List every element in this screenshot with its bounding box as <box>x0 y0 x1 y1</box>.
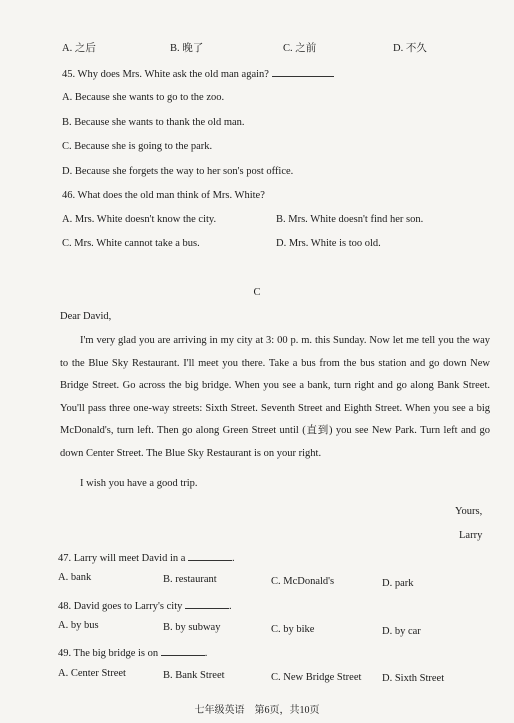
q46-stem: 46. What does the old man think of Mrs. White? <box>62 190 265 201</box>
q45-answer-blank[interactable] <box>272 66 334 77</box>
q49-option-a[interactable]: A. Center Street <box>58 668 126 679</box>
q46-option-a[interactable]: A. Mrs. White doesn't know the city. <box>62 214 217 225</box>
q44-option-c[interactable]: C. 之前 <box>283 43 317 54</box>
q44-option-a[interactable]: A. 之后 <box>62 43 96 54</box>
q48-question: 48. David goes to Larry's city . <box>58 598 232 612</box>
letter-closing: Yours, <box>455 506 483 517</box>
q48-option-c[interactable]: C. by bike <box>271 624 315 635</box>
q47-option-a[interactable]: A. bank <box>58 572 92 583</box>
q48-option-a[interactable]: A. by bus <box>58 620 99 631</box>
q49-stem: 49. The big bridge is on <box>58 648 161 659</box>
section-c-heading: C <box>253 287 261 298</box>
q46-option-d[interactable]: D. Mrs. White is too old. <box>276 238 381 249</box>
q49-question: 49. The big bridge is on . <box>58 645 207 659</box>
q48-answer-blank[interactable] <box>185 598 229 609</box>
q46-option-b[interactable]: B. Mrs. White doesn't find her son. <box>276 214 424 225</box>
bleed-through-texture <box>330 55 510 355</box>
letter-body: I'm very glad you are arriving in my city at 3: 00 p. m. this Sunday. Now let me tell you the way to the Blue Sky Restaurant. I'll meet you there. Take a bus from the bus station and go down New Bridge Street. Go across the big bridge. When you see a bank, turn right and go along Bank Street. You'll pass three one-way streets: Sixth Street. Seventh Street and Eighth Street. When you see a big McDonald's, turn left. Then go along Green Street until (直到) you see New Park. Turn left and go down Center Street. The Blue Sky Restaurant is on your right. <box>60 335 490 459</box>
q47-answer-blank[interactable] <box>188 550 232 561</box>
q47-question: 47. Larry will meet David in a . <box>58 550 235 564</box>
q48-option-b[interactable]: B. by subway <box>163 622 221 633</box>
q49-option-d[interactable]: D. Sixth Street <box>382 673 445 684</box>
q45-option-d[interactable]: D. Because she forgets the way to her son's post office. <box>62 166 294 177</box>
q44-option-b[interactable]: B. 晚了 <box>170 43 204 54</box>
q48-stem: 48. David goes to Larry's city <box>58 601 185 612</box>
q45-question <box>62 66 334 80</box>
q45-option-b[interactable]: B. Because she wants to thank the old man. <box>62 117 245 128</box>
q49-answer-blank[interactable] <box>161 645 205 656</box>
q45-stem: 45. Why does Mrs. White ask the old man again? <box>62 69 272 80</box>
q45-option-a[interactable]: A. Because she wants to go to the zoo. <box>62 92 225 103</box>
q44-option-d[interactable]: D. 不久 <box>393 43 427 54</box>
letter-greeting: Dear David, <box>60 311 112 322</box>
q47-option-b[interactable]: B. restaurant <box>163 574 217 585</box>
q45-option-c[interactable]: C. Because she is going to the park. <box>62 141 213 152</box>
q49-option-b[interactable]: B. Bank Street <box>163 670 225 681</box>
q47-option-d[interactable]: D. park <box>382 578 414 589</box>
q47-option-c[interactable]: C. McDonald's <box>271 576 335 587</box>
letter-wish: I wish you have a good trip. <box>80 478 198 489</box>
letter-signature: Larry <box>459 530 483 541</box>
q49-option-c[interactable]: C. New Bridge Street <box>271 672 362 683</box>
q47-stem: 47. Larry will meet David in a <box>58 553 189 564</box>
q48-option-d[interactable]: D. by car <box>382 626 421 637</box>
q46-option-c[interactable]: C. Mrs. White cannot take a bus. <box>62 238 200 249</box>
page-footer: 七年级英语 第6页，共10页 <box>194 705 320 716</box>
